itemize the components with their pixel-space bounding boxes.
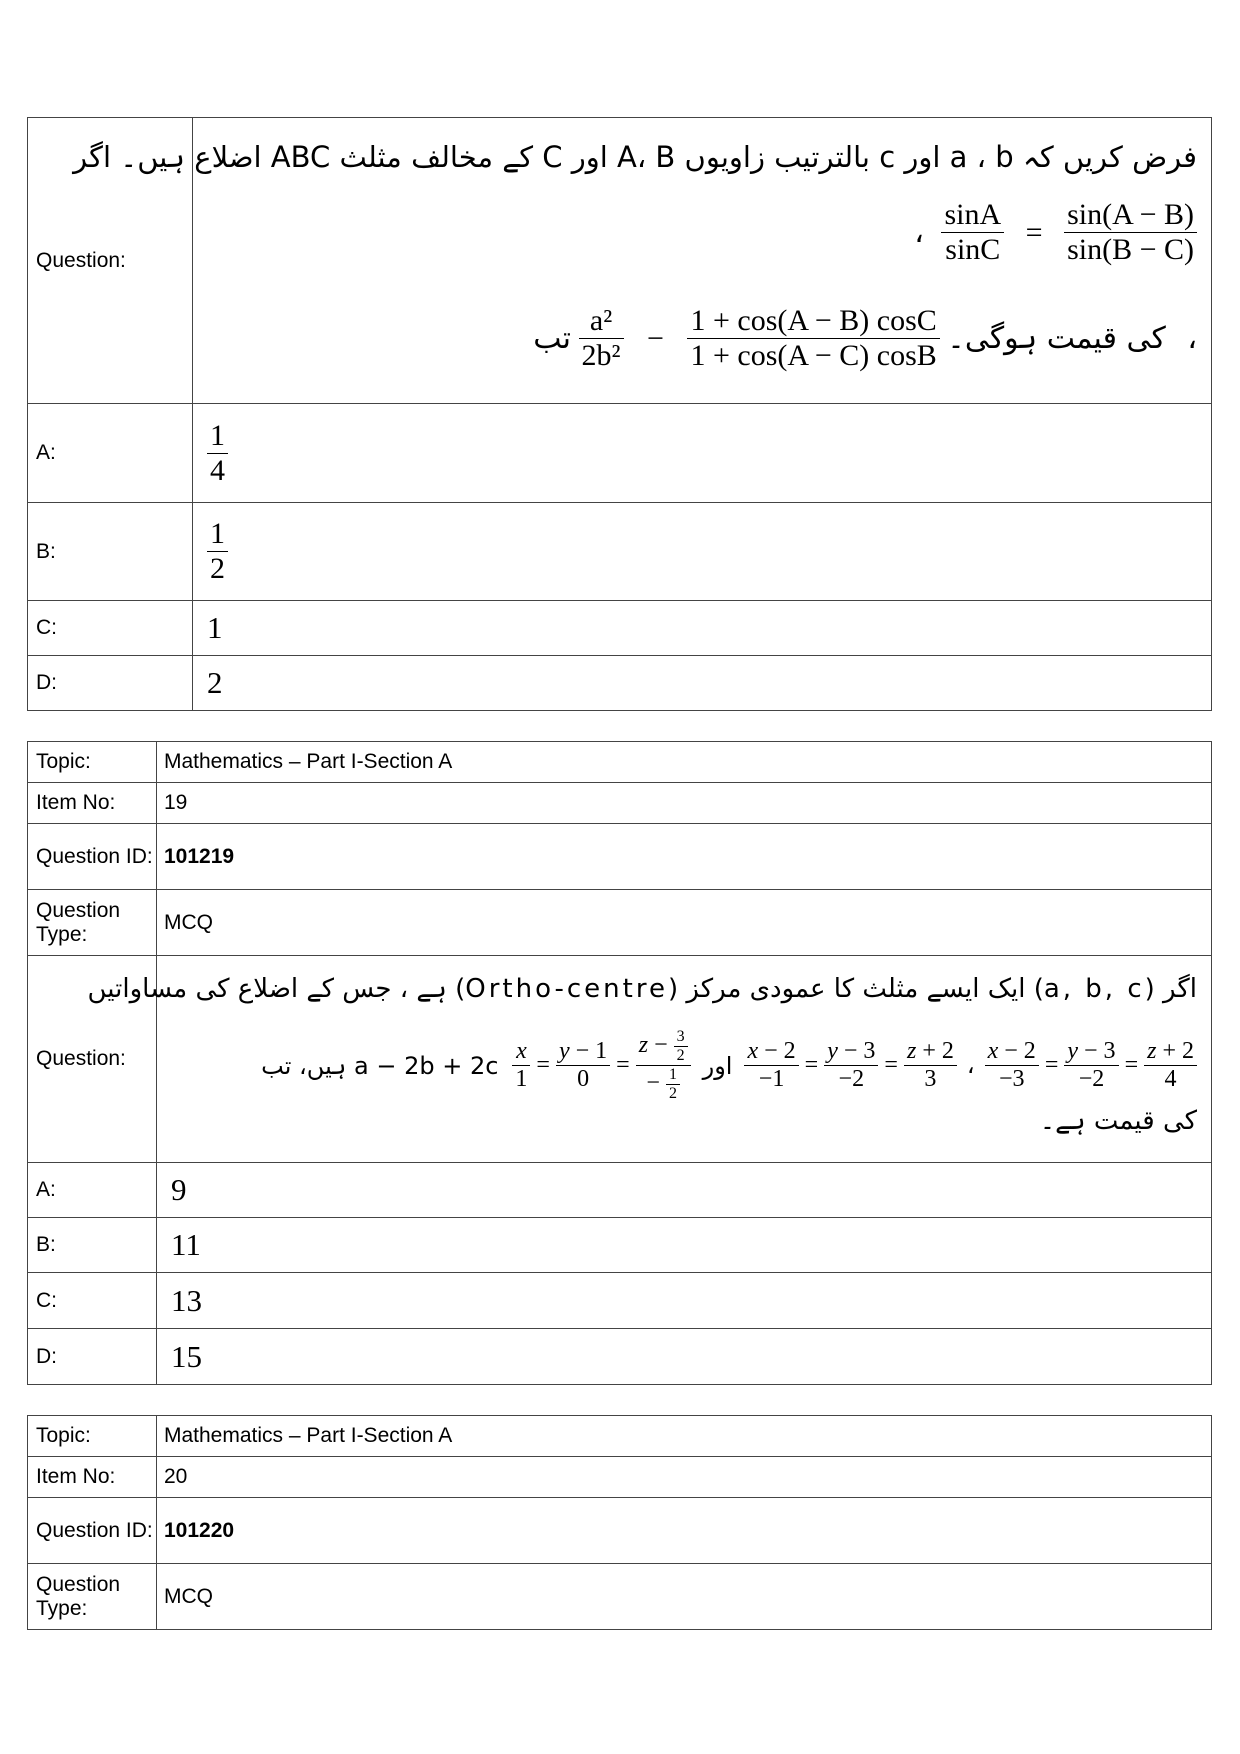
- option-b-value: 11: [157, 1218, 1212, 1273]
- equals-sign: =: [1025, 215, 1043, 249]
- option-c-label: C:: [28, 1273, 157, 1329]
- fraction-one-quarter: [207, 419, 228, 488]
- eq1-x: $\frac{x}{1}$: [512, 1038, 530, 1093]
- question-id-value: 101220: [157, 1498, 1212, 1564]
- fraction-cos: [687, 304, 939, 373]
- question-type-label: Question Type:: [28, 1564, 157, 1630]
- option-c-label: C:: [28, 601, 193, 656]
- topic-value: Mathematics – Part I-Section A: [157, 742, 1212, 783]
- question-type-value: MCQ: [157, 890, 1212, 956]
- question-line-1-text: فرض کریں کہ a ، b اور c بالترتیب زاویوں A، B اور C کے مخالف مثلث ABC اضلاع ہیں۔ اگر: [73, 140, 1197, 174]
- option-b-value: [193, 503, 1212, 601]
- question-label: Question:: [28, 956, 157, 1163]
- eq3-x: $\frac{x - 2}{-3}$: [985, 1038, 1039, 1093]
- option-a-value: 9: [157, 1163, 1212, 1218]
- option-c-value: 1: [193, 601, 1212, 656]
- question-type-value: MCQ: [157, 1564, 1212, 1630]
- item-no-value: 20: [157, 1457, 1212, 1498]
- denominator: sinC: [941, 232, 1004, 267]
- comma: ،: [914, 216, 924, 249]
- question-id-label: Question ID:: [28, 824, 157, 890]
- question-line-3-text: کی قیمت ہے۔: [1039, 1106, 1197, 1136]
- fraction-one-half: [207, 517, 228, 586]
- denominator: 2: [207, 551, 228, 586]
- fraction-a2-2b2: [579, 304, 624, 373]
- question-label: Question:: [28, 118, 193, 404]
- expression-prefix: تب ،: [533, 321, 1197, 356]
- denominator: 4: [207, 453, 228, 488]
- question-19-table: [27, 741, 1212, 1385]
- fraction-sinA-sinC: [941, 198, 1004, 267]
- minus-sign: −: [647, 321, 664, 355]
- denominator: 1 + cos(A − C) cosB: [687, 338, 939, 373]
- option-d-label: D:: [28, 656, 193, 711]
- question-text: [87, 956, 1212, 1163]
- eq2-x: $\frac{x - 2}{-1}$: [744, 1038, 798, 1093]
- item-no-label: Item No:: [28, 1457, 157, 1498]
- question-line-1: [88, 974, 1197, 1004]
- topic-value: Mathematics – Part I-Section A: [157, 1416, 1212, 1457]
- eq1-z: z − $\frac{3}{2}$ − $\frac{1}{2}$: [636, 1028, 691, 1103]
- question-id-value: 101219: [157, 824, 1212, 890]
- line-equations: ہیں، تب a − 2b + 2c $\frac{x}{1}$ = $\frac{y - 1}{0}$ = z − $\frac{3}{2}$ − $\frac{1}{2}$ اور $\frac{x - 2}{-1}$ = $\frac{y - 3}{-2}$ = $\frac{z + 2}{3}$ ، $\frac{x - 2}{-3}$ = $\frac{y - 3}{-2}$ = $\frac{z + 2}{4}$: [261, 1028, 1197, 1103]
- fraction-sin-diff: [1064, 198, 1197, 267]
- option-b-label: B:: [28, 503, 193, 601]
- option-a-label: A:: [28, 404, 193, 503]
- question-type-label: Question Type:: [28, 890, 157, 956]
- eq3-y: $\frac{y - 3}{-2}$: [1064, 1038, 1118, 1093]
- denominator: 2b²: [579, 338, 624, 373]
- question-20-table: [27, 1415, 1212, 1630]
- option-c-value: 13: [157, 1273, 1212, 1329]
- and-word: اور: [702, 1051, 733, 1080]
- topic-label: Topic:: [28, 742, 157, 783]
- eq2-z: $\frac{z + 2}{3}$: [904, 1038, 957, 1093]
- numerator: 1: [210, 517, 225, 550]
- expression-suffix: کی قیمت ہوگی۔: [947, 321, 1166, 356]
- eq3-z: $\frac{z + 2}{4}$: [1144, 1038, 1197, 1093]
- numerator: a²: [589, 304, 613, 337]
- numerator: sin(A − B): [1067, 198, 1194, 231]
- numerator: sinA: [944, 198, 1002, 231]
- option-a-value: [193, 404, 1212, 503]
- topic-label: Topic:: [28, 1416, 157, 1457]
- numerator: 1 + cos(A − B) cosC: [690, 304, 937, 337]
- eq2-y: $\frac{y - 3}{-2}$: [824, 1038, 878, 1093]
- eq1-y: $\frac{y - 1}{0}$: [556, 1038, 610, 1093]
- option-d-value: 2: [193, 656, 1212, 711]
- item-no-value: 19: [157, 783, 1212, 824]
- condition-equation: [914, 198, 1197, 267]
- question-id-label: Question ID:: [28, 1498, 157, 1564]
- question-line-1: [73, 140, 1197, 174]
- equations-tail: ہیں، تب a − 2b + 2c: [261, 1051, 499, 1080]
- question-line-3: [1040, 1106, 1197, 1136]
- option-d-value: 15: [157, 1329, 1212, 1385]
- numerator: 1: [210, 418, 225, 452]
- option-a-label: A:: [28, 1163, 157, 1218]
- item-no-label: Item No:: [28, 783, 157, 824]
- question-18-table: [27, 117, 1212, 711]
- question-line-1-text: اگر (a, b, c) ایک ایسے مثلث کا عمودی مرکز (Ortho-centre) ہے ، جس کے اضلاع کی مساواتیں: [87, 974, 1197, 1004]
- option-d-label: D:: [28, 1329, 157, 1385]
- expression-line: [519, 304, 1197, 373]
- denominator: sin(B − C): [1064, 232, 1197, 267]
- option-b-label: B:: [28, 1218, 157, 1273]
